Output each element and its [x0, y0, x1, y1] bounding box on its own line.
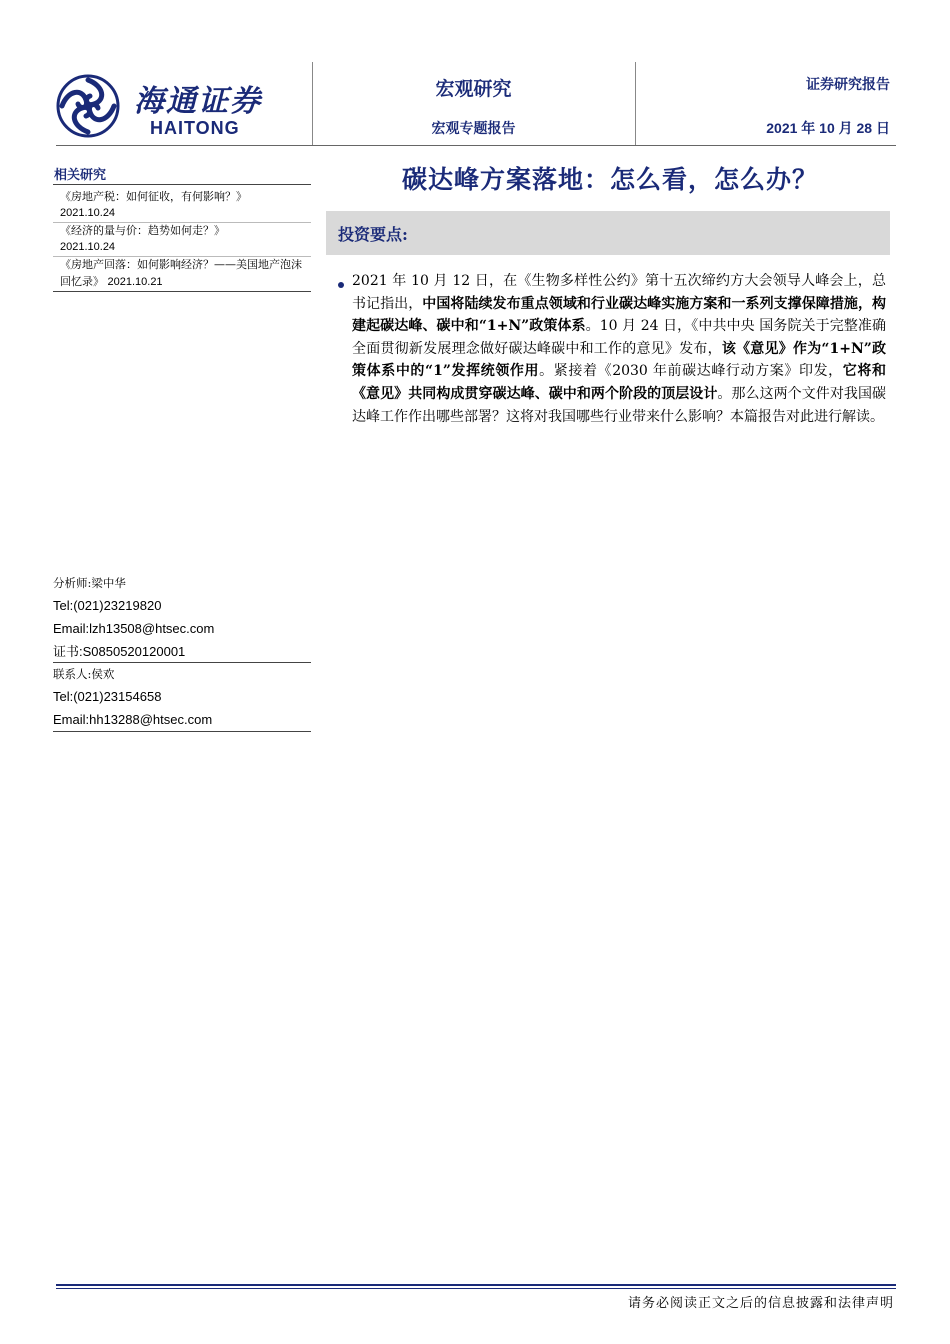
related-item-date: 2021.10.24 [60, 241, 116, 253]
footer-rule [56, 1284, 896, 1286]
logo-text-cn: 海通证券 [134, 84, 262, 119]
related-item-date: 2021.10.21 [107, 276, 163, 288]
para-bold-text: 中国将陆续发布重点领域和行业碳达峰实施方案和一系列支撑保障措施，构建起碳达峰、碳中和“1+N”政策体系 [352, 295, 887, 335]
header-section: 宏观研究 [435, 78, 512, 100]
header-divider-right [635, 62, 636, 145]
sidebar-rule [53, 291, 311, 292]
related-item[interactable] [60, 256, 308, 291]
logo-text-en: HAITONG [150, 118, 240, 138]
para-bold-text: 该《意见》作为“1+N”政策体系中的“1”发挥统领作用 [352, 340, 887, 380]
para-text: 。紧接着《2030 年前碳达峰行动方案》印发， [539, 363, 843, 380]
sidebar-rule [53, 662, 311, 663]
contact-tel: Tel:(021)23154658 [53, 689, 162, 704]
related-item-title: 《经济的量与价：趋势如何走？》 [60, 224, 225, 237]
haitong-swirl-icon [56, 74, 120, 138]
para-text: 。10 月 24 日，《中共中央 国务院关于完整准确全面贯彻新发展理念做好碳达峰碳中和工作的意见》发布， [352, 318, 886, 357]
analyst-cert: 证书:S0850520120001 [53, 644, 186, 659]
para-bold-text: 它将和《意见》共同构成贯穿碳达峰、碳中和两个阶段的顶层设计 [352, 363, 887, 402]
header-divider [56, 145, 896, 146]
analyst-name: 分析师:梁中华 [53, 576, 126, 590]
related-item[interactable] [60, 222, 308, 256]
analyst-email[interactable]: Email:lzh13508@htsec.com [53, 621, 215, 636]
related-item-date: 2021.10.24 [60, 207, 116, 219]
related-item-title: 《房地产税：如何征收，有何影响？》 [60, 190, 247, 203]
footer-disclaimer: 请务必阅读正文之后的信息披露和法律声明 [627, 1296, 894, 1311]
sidebar-rule [53, 184, 311, 185]
keypoints-paragraph [352, 270, 886, 428]
related-item[interactable] [60, 188, 308, 222]
contact-name: 联系人:侯欢 [53, 667, 115, 681]
report-title: 碳达峰方案落地：怎么看，怎么办？ [401, 165, 818, 194]
contact-email[interactable]: Email:hh13288@htsec.com [53, 712, 213, 727]
header-subsection: 宏观专题报告 [431, 121, 516, 137]
sidebar-rule [53, 731, 311, 732]
keypoints-header-bar [326, 211, 890, 255]
para-text: 。那么这两个文件对我国碳达峰工作作出哪些部署？这将对我国哪些行业带来什么影响？本篇报告对此进行解读。 [352, 385, 887, 425]
header-date: 2021 年 10 月 28 日 [766, 120, 890, 136]
related-item-title: 《房地产回落：如何影响经济？——美国地产泡沫回忆录》 [60, 258, 302, 288]
keypoints-label: 投资要点: [338, 225, 408, 244]
para-text: 2021 年 10 月 12 日，在《生物多样性公约》第十五次缔约方大会领导人峰会上，总书记指出， [352, 273, 886, 312]
company-logo [56, 74, 306, 144]
header-report-type: 证券研究报告 [806, 77, 890, 93]
related-research-title: 相关研究 [54, 168, 107, 183]
bullet-icon [338, 282, 344, 288]
footer-rule-thin [56, 1288, 896, 1289]
analyst-tel: Tel:(021)23219820 [53, 598, 162, 613]
